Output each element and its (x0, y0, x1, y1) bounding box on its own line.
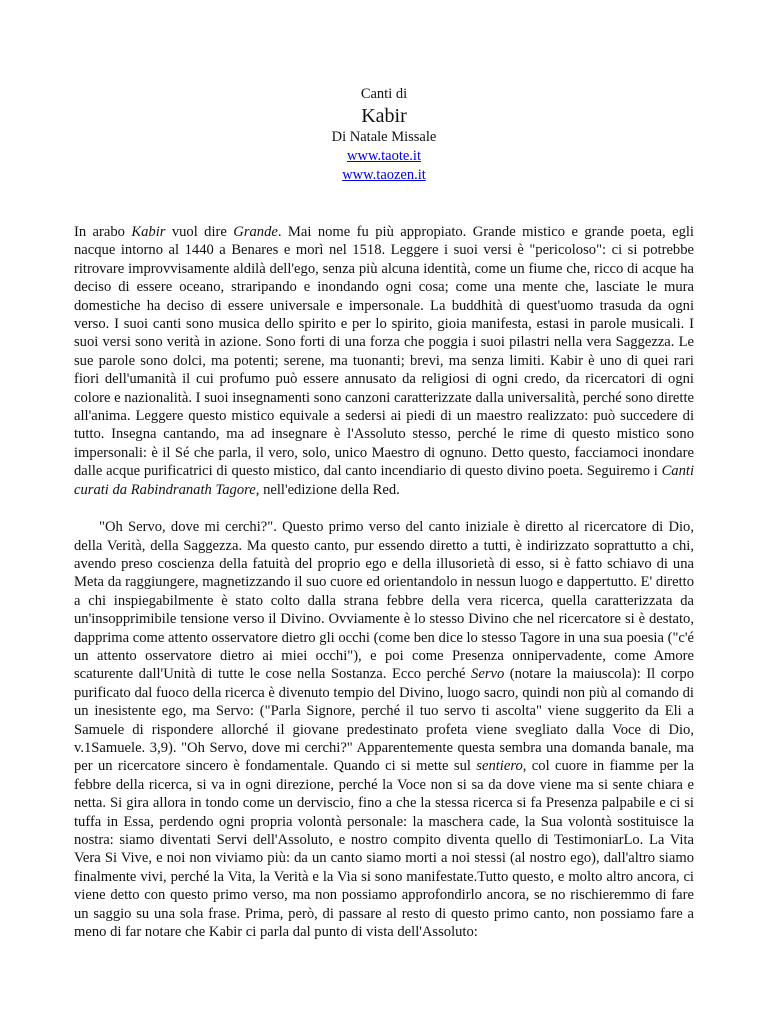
paragraph-intro (74, 223, 694, 499)
servo-text-2: (notare la maiuscola): Il corpo purificato dal fuoco della ricerca è divenuto tempio del Divino, luogo sacro, quindi non più al comando di un inesistente ego, ma Servo: ("Parla Signore, perché il tuo servo ti ascolta" viene suggerito da Eli a Samuele di rispondere allorché il giovane predestinato profeta viene svegliato dalla Voce di Dio, v.1Samuele. 3,9). "Oh Servo, dove mi cerchi?" Apparentemente questa sembra una domanda banale, ma per un ricercatore sincero è fondamentale. Quando ci si mette sul (74, 666, 694, 775)
intro-italic-kabir: Kabir (131, 224, 166, 240)
body-text (74, 223, 694, 941)
intro-italic-grande: Grande (233, 224, 278, 240)
title-block (74, 0, 694, 185)
pre-title: Canti di (360, 86, 408, 102)
paragraph-servo (74, 518, 694, 941)
link-taozen[interactable]: www.taozen.it (342, 167, 426, 183)
intro-text-2: vuol dire (165, 224, 234, 240)
servo-italic-sentiero: sentiero (476, 758, 523, 775)
page-title: Kabir (361, 105, 407, 127)
intro-text-1: In arabo (74, 224, 132, 240)
intro-text-4: nell'edizione della Red. (259, 481, 400, 498)
intro-italic-tagore: Canti curati da Rabindranath Tagore, (74, 463, 694, 498)
byline: Di Natale Missale (331, 129, 437, 145)
link-taote[interactable]: www.taote.it (347, 148, 421, 164)
servo-text-3: , col cuore in fiamme per la febbre della ricerca, si va in ogni direzione, perché la Voce non si sa da dove viene ma si sente chiara e netta. Si gira allora in tondo come un derviscio, fino a che la stessa ricerca si fa Presenza palpabile e ci si tuffa in Essa, perdendo ogni propria volontà personale: la maschera cade, la Sua volontà sostituisce la nostra: siamo diventati Servi dell'Assoluto, e nostro compito diventa quello di TestimoniarLo. La Vita Vera Si Vive, e noi non viviamo più: da un canto siamo morti a noi stessi (al nostro ego), dall'altro siamo finalmente vivi, perché la Vita, la Verità e la Via si sono manifestate.Tutto questo, e molto altro ancora, ci viene detto con questo primo verso, ma non possiamo approfondirlo ancora, se no rischieremmo di fare un saggio su una sola frase. Prima, però, di passare al resto di questo primo canto, non possiamo fare a meno di far notare che Kabir ci parla dal punto di vista dell'Assoluto: (74, 758, 694, 941)
servo-text-1: "Oh Servo, dove mi cerchi?". Questo primo verso del canto iniziale è diretto al ricercatore di Dio, della Verità, della Saggezza. Ma questo canto, pur essendo diretto a tutti, è indirizzato soprattutto a chi, avendo preso coscienza della fatuità del proprio ego e della illusorietà di esso, si è fatto schiavo di una Meta da raggiungere, magnetizzando il suo cuore ed orientandolo in nessun luogo e dappertutto. E' diretto a chi inspiegabilmente è stato colto dalla strana febbre della vera ricerca, quella caratterizzata da un'insopprimibile tensione verso il Divino. Ovviamente è lo stesso Divino che nel ricercatore si è destato, dapprima come attento osservatore dietro gli occhi (come ben dice lo stesso Tagore in una sua poesia ("c'é un attento osservatore dietro ai miei occhi"), e poi come Presenza onnipervadente, come Amore scaturente dall'Unità di tutte le cose nella Sostanza. Ecco perché (74, 519, 694, 683)
servo-italic-servo: Servo (471, 666, 505, 683)
intro-text-3: . Mai nome fu più appropiato. Grande mistico e grande poeta, egli nacque intorno al 1440 a Benares e morì nel 1518. Leggere i suoi versi è "pericoloso": ci si potrebbe ritrovare improvvisamente aldilà dell'ego, senza più alcuna identità, come un fiume che, ricco di acque ha deciso di essere oceano, straripando e inondando ogni cosa; come una mente che, lasciate le mura domestiche ha deciso di essere universale e impersonale. La buddhità di quest'uomo trasuda da ogni verso. I suoi canti sono musica dello spirito e per lo spirito, gioia manifesta, estasi in parole musicali. I suoi versi sono verità in azione. Sono forti di una forza che poggia i suoi pilastri nella vera Saggezza. Le sue parole sono dolci, ma potenti; serene, ma tuonanti; brevi, ma senza limiti. Kabir è uno di quei rari fiori dell'umanità il cui profumo può essere annusato da religiosi di ogni credo, da ricercatori di ogni colore e nazionalità. I suoi insegnamenti sono canzoni caratterizzate dalla universalità, perché sono dirette all'anima. Leggere questo mistico equivale a sedersi ai piedi di un maestro realizzato: può succedere di tutto. Insegna cantando, ma ad insegnare è l'Assoluto stesso, perché le rime di questo mistico sono impersonali: è il Sé che parla, il vero, solo, unico Maestro di ognuno. Detto questo, facciamoci inondare dalle acque purificatrici di questo mistico, dal canto incendiario di questo divino poeta. Seguiremo i (74, 224, 694, 480)
